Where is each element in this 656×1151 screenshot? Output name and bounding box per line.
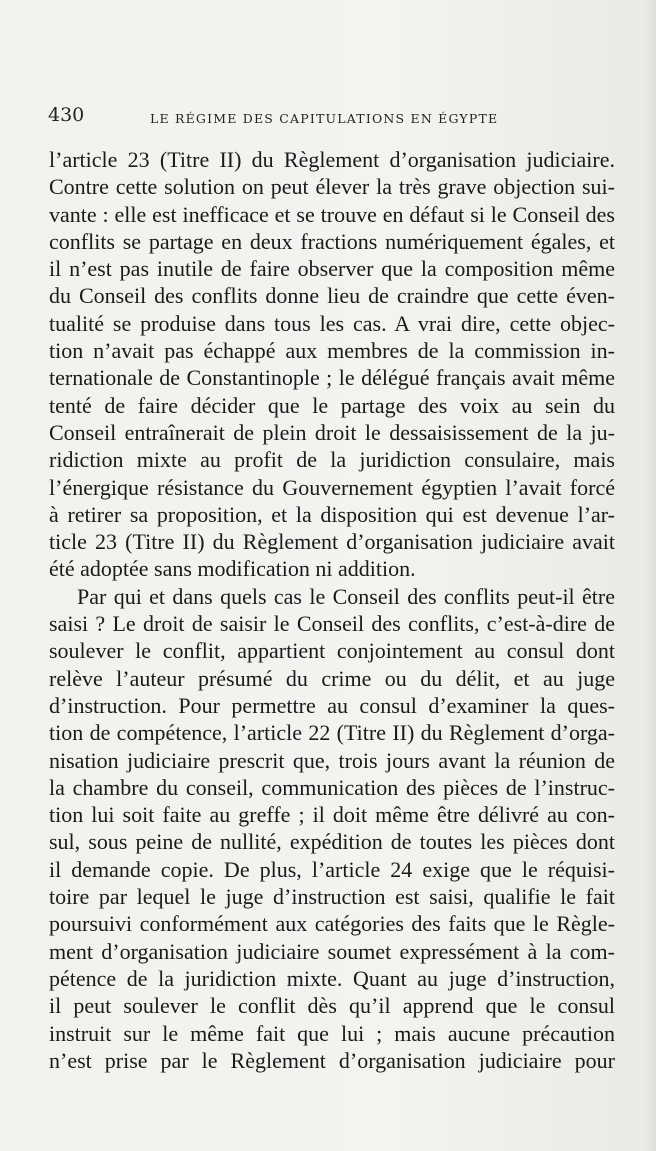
text-line: tion lui soit faite au greffe ; il doit même être délivré au con- [49,802,615,828]
text-line: nisation judiciaire prescrit que, trois jours avant la réunion de [49,747,615,773]
text-line: pétence de la juridiction mixte. Quant au juge d’instruction, [49,965,615,991]
text-line: du Conseil des conflits donne lieu de craindre que cette éven- [49,283,615,309]
text-line: tualité se produise dans tous les cas. A vrai dire, cette objec- [49,310,615,336]
text-line: tenté de faire décider que le partage des voix au sein du [49,392,615,418]
text-line: il peut soulever le conflit dès qu’il apprend que le consul [49,993,615,1019]
text-line: la chambre du conseil, communication des pièces de l’instruc- [49,774,615,800]
text-line: vante : elle est inefficace et se trouve en défaut si le Conseil des [49,201,615,227]
text-line: l’énergique résistance du Gouvernement égyptien l’avait forcé [49,474,615,500]
text-line: ticle 23 (Titre II) du Règlement d’organisation judiciaire avait [49,529,615,555]
text-line: à retirer sa proposition, et la disposition qui est devenue l’ar- [49,501,615,527]
text-line: n’est prise par le Règlement d’organisation judiciaire pour [49,1047,615,1073]
page-number: 430 [48,104,85,126]
running-title: LE RÉGIME DES CAPITULATIONS EN ÉGYPTE [150,111,499,126]
text-line: tion de compétence, l’article 22 (Titre II) du Règlement d’orga- [49,720,615,746]
text-line: l’article 23 (Titre II) du Règlement d’organisation judiciaire. [49,147,615,172]
text-line: Contre cette solution on peut élever la très grave objection sui- [49,174,615,200]
text-line: ment d’organisation judiciaire soumet expressément à la com- [49,938,615,964]
text-line: il demande copie. De plus, l’article 24 exige que le réquisi- [49,856,615,882]
text-line: soulever le conflit, appartient conjointement au consul dont [49,638,615,664]
text-line: ternationale de Constantinople ; le délégué français avait même [49,365,615,391]
text-line: poursuivi conformément aux catégories des faits que le Règle- [49,911,615,937]
body-text [49,146,615,1074]
text-line: il n’est pas inutile de faire observer que la composition même [49,256,615,282]
text-line: relève l’auteur présumé du crime ou du délit, et au juge [49,665,615,691]
text-line: d’instruction. Pour permettre au consul d’examiner la ques- [49,692,615,718]
text-line: sul, sous peine de nullité, expédition de toutes les pièces dont [49,829,615,855]
text-line: conflits se partage en deux fractions numériquement égales, et [49,228,615,254]
text-line: toire par lequel le juge d’instruction est saisi, qualifie le fait [49,884,615,910]
text-line: saisi ? Le droit de saisir le Conseil des conflits, c’est-à-dire de [49,611,615,637]
text-line: été adoptée sans modification ni addition. [49,556,416,582]
text-line: ridiction mixte au profit de la juridiction consulaire, mais [49,447,615,473]
text-line: Conseil entraînerait de plein droit le dessaisissement de la ju- [49,419,615,445]
page-edge-shadow [646,0,656,1151]
text-line: Par qui et dans quels cas le Conseil des conflits peut-il être [77,583,615,609]
text-line: tion n’avait pas échappé aux membres de la commission in- [49,338,615,364]
text-line: instruit sur le même fait que lui ; mais aucune précaution [49,1020,615,1046]
